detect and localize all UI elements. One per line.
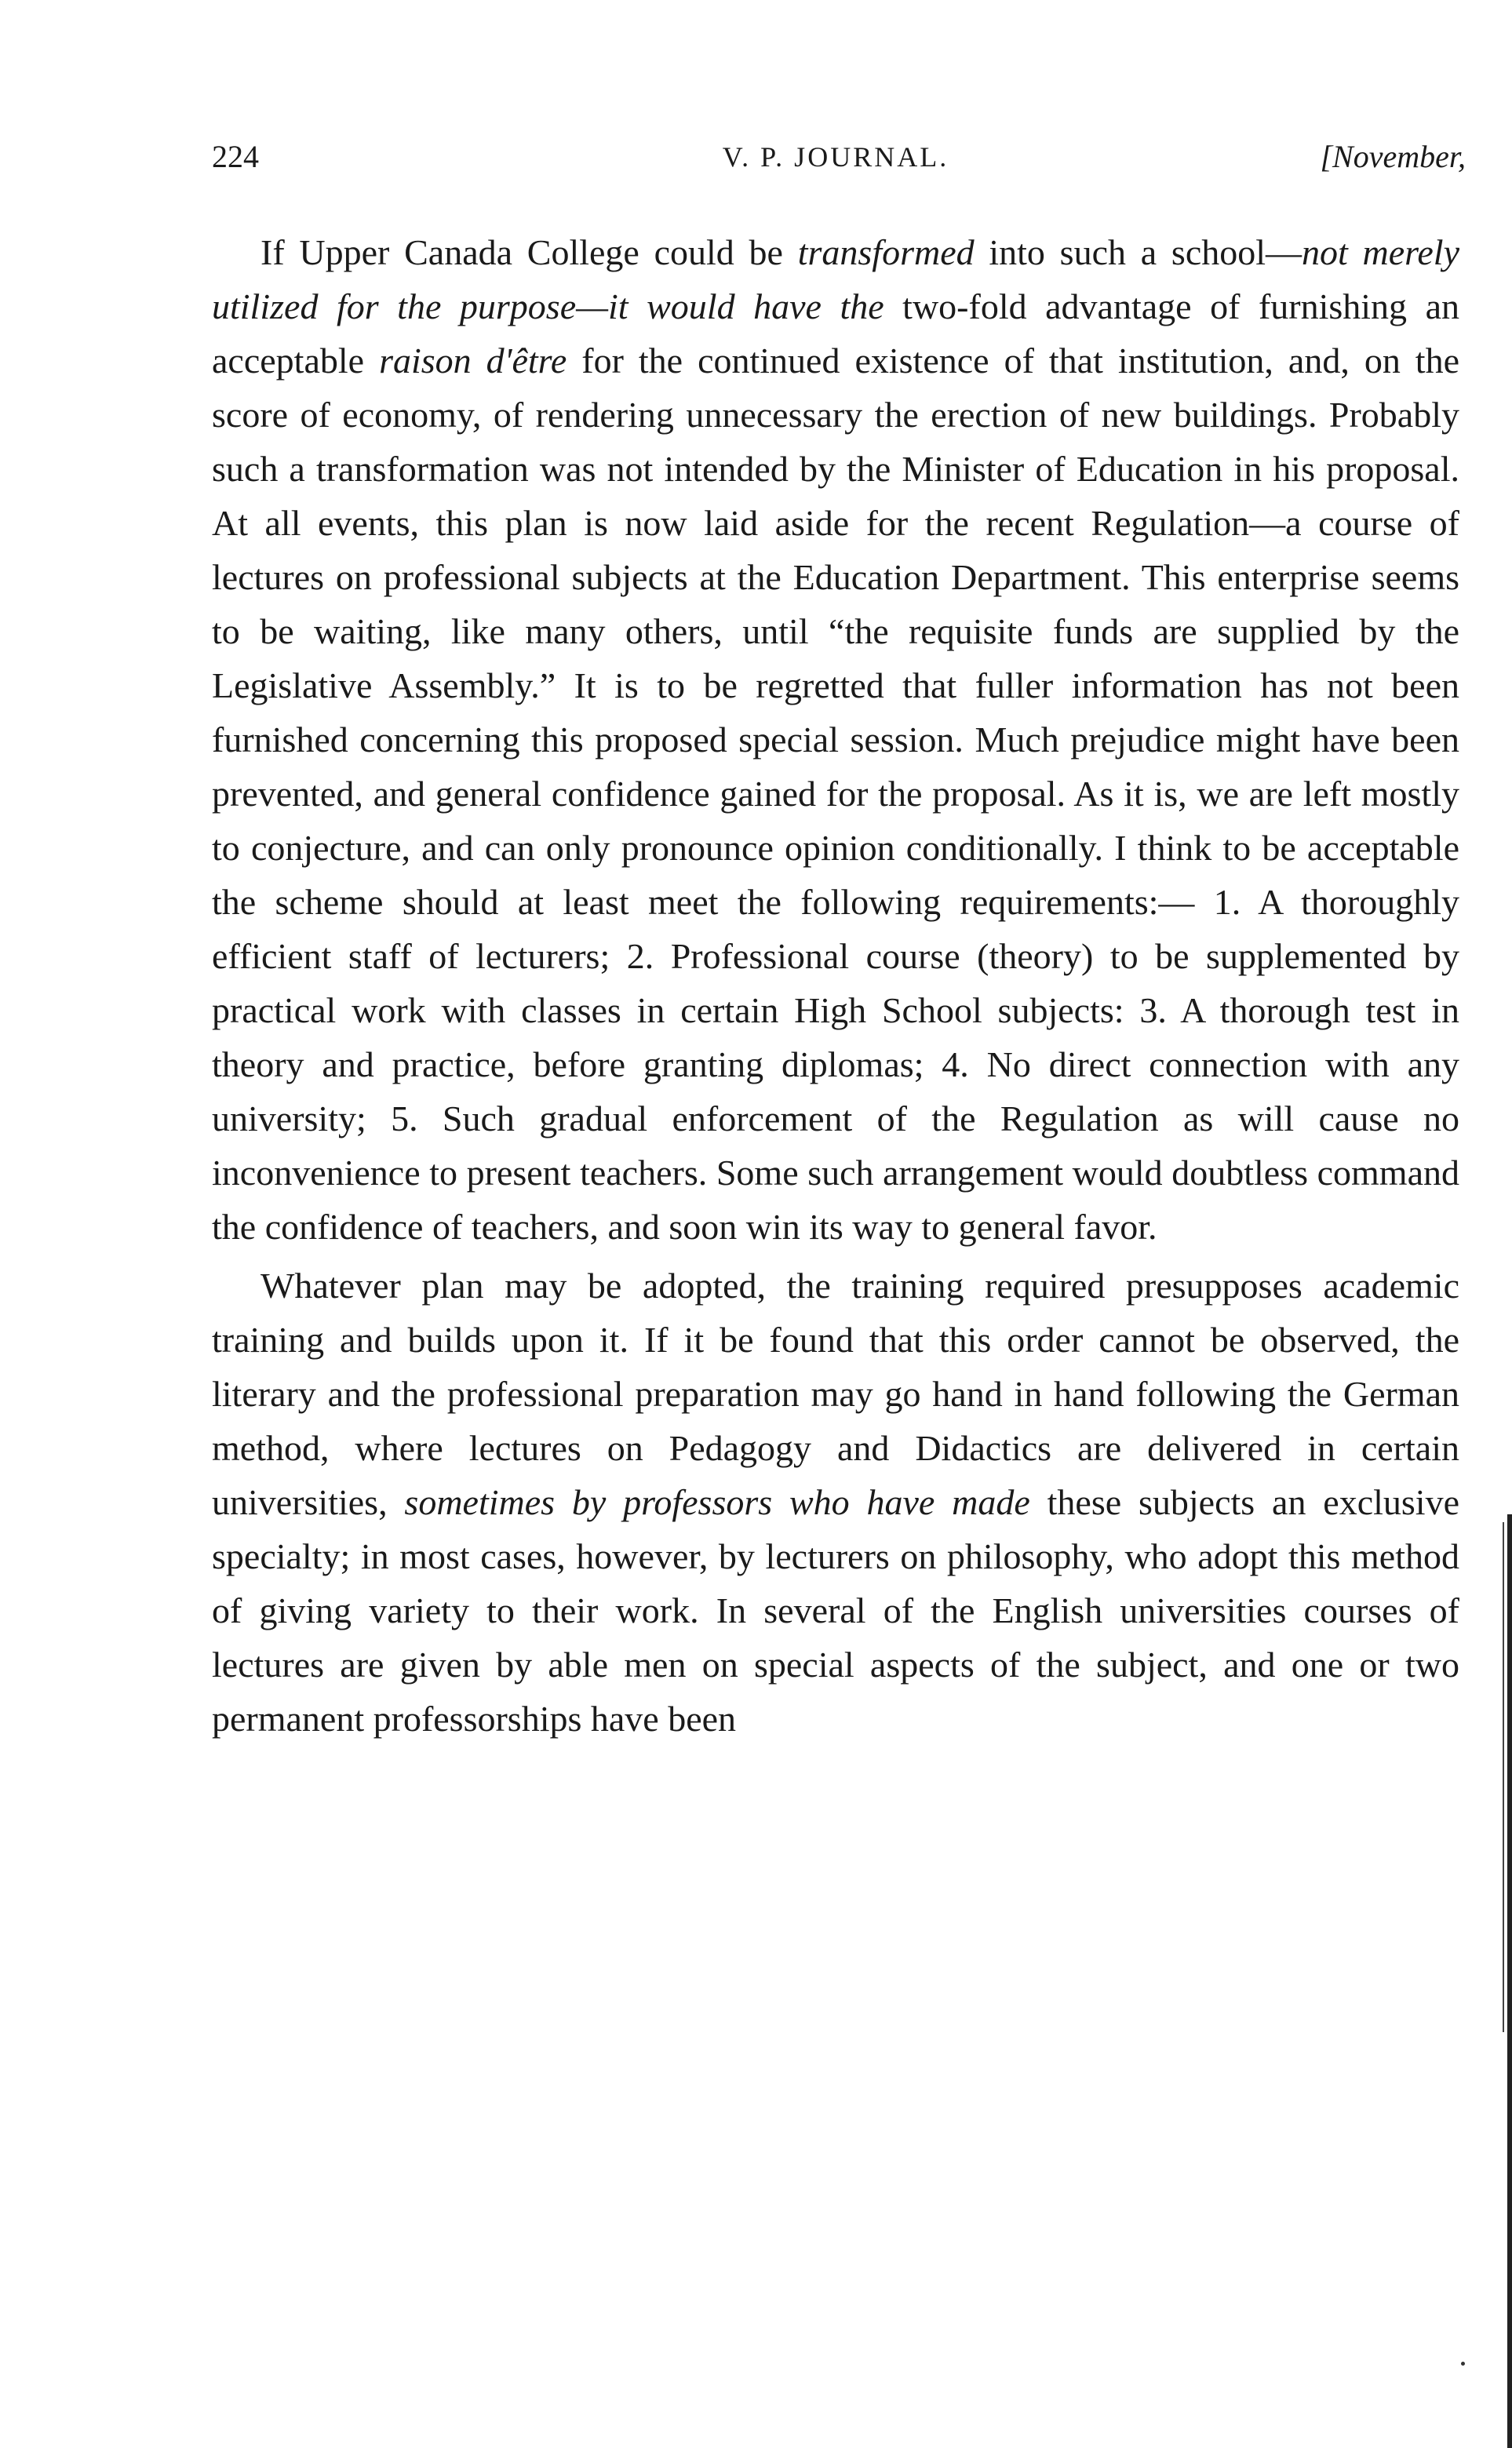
text-run: into such a school— [974, 232, 1303, 272]
italic-text: not merely utilized for the purpose—it would have the [212, 232, 1459, 326]
italic-text: transformed [797, 232, 975, 272]
italic-text: sometimes by professors who have made [404, 1482, 1030, 1522]
journal-title: V. P. JOURNAL. [722, 141, 949, 173]
page-edge-line [1503, 1522, 1504, 2032]
text-run: If Upper Canada College could be [261, 232, 798, 272]
text-run: Whatever plan may be adopted, the training required presupposes academic training and builds upon it. If it be found that this order cannot be observed, the literary and the professional preparation may go hand in hand following the German method, where lectures on Pedagogy and Didactics are delivered in certain universities, [212, 1266, 1459, 1522]
italic-text: raison d'être [379, 341, 567, 381]
body-text [212, 225, 1459, 1746]
ink-speck [1461, 2362, 1465, 2366]
text-run: these subjects an exclusive specialty; in most cases, however, by lecturers on philosophy, who adopt this method of giving variety to their work. In several of the English universities courses of lectures are given by able men on special aspects of the subject, and one or two permanent professorships have been [212, 1482, 1460, 1739]
month-label: [November, [1320, 139, 1466, 174]
running-head [212, 129, 1466, 184]
page-edge-shadow [1507, 1514, 1512, 2448]
text-run: for the continued existence of that institution, and, on the score of economy, of rendering unnecessary the erection of new buildings. Probably such a transformation was not intended by the Minister of Education in his proposal. At all events, this plan is now laid aside for the recent Regulation—a course of lectures on professional subjects at the Education Department. This enterprise seems to be waiting, like many others, until “the requisite funds are supplied by the Legislative Assembly.” It is to be regretted that fuller information has not been furnished concerning this proposed special session. Much prejudice might have been prevented, and general confidence gained for the proposal. As it is, we are left mostly to conjecture, and can only pronounce opinion conditionally. I think to be acceptable the scheme should at least meet the following requirements:— 1. A thoroughly efficient staff of lecturers; 2. Professional course (theory) to be supplemented by practical work with classes in certain High School subjects: 3. A thorough test in theory and practice, before granting diplomas; 4. No direct connection with any university; 5. Such gradual enforcement of the Regulation as will cause no inconvenience to present teachers. Some such arrangement would doubtless command the confidence of teachers, and soon win its way to general favor. [212, 341, 1460, 1247]
paragraph [212, 1259, 1459, 1746]
text-run: two-fold advantage of furnishing an acceptable [212, 286, 1459, 381]
page-number: 224 [212, 139, 259, 174]
journal-page [212, 129, 1466, 2358]
paragraph [212, 225, 1459, 1254]
